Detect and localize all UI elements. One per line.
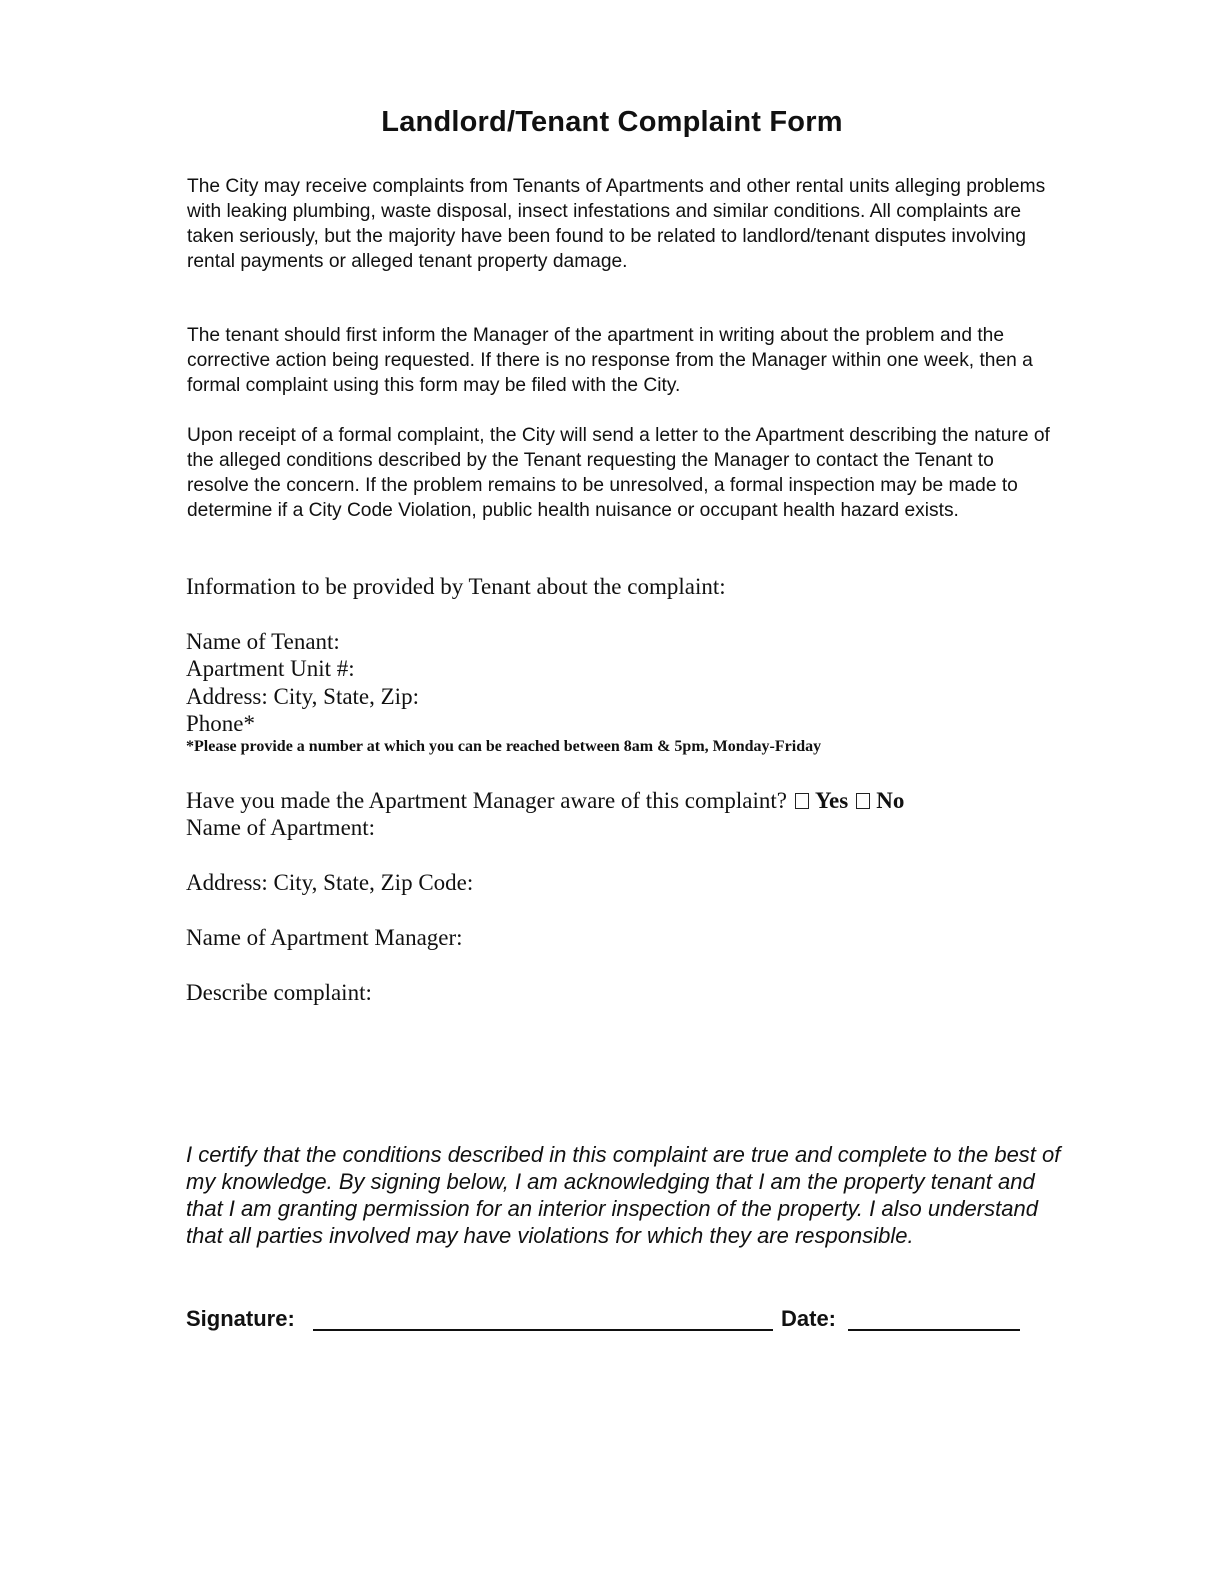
name-of-tenant-label: Name of Tenant: bbox=[186, 629, 340, 654]
phone-footnote: *Please provide a number at which you can be reached between 8am & 5pm, Monday-Friday bbox=[186, 738, 822, 755]
name-of-apartment-label: Name of Apartment: bbox=[186, 815, 376, 840]
date-label: Date: bbox=[781, 1306, 837, 1331]
yes-checkbox[interactable] bbox=[795, 793, 809, 809]
yes-label: Yes bbox=[814, 788, 849, 813]
no-checkbox[interactable] bbox=[856, 793, 870, 809]
manager-aware-question: Have you made the Apartment Manager aware of this complaint? bbox=[186, 788, 787, 813]
name-of-manager-label: Name of Apartment Manager: bbox=[186, 925, 463, 950]
signature-row bbox=[186, 1306, 1046, 1336]
signature-line[interactable] bbox=[313, 1329, 773, 1331]
apartment-address-label: Address: City, State, Zip Code: bbox=[186, 870, 474, 895]
phone-label: Phone* bbox=[186, 711, 255, 736]
signature-label: Signature: bbox=[186, 1306, 295, 1331]
certification-statement: I certify that the conditions described in this complaint are true and complete to the best of my knowledge. By signing below, I am acknowledging that I am the property tenant and that I am granting permission for an interior inspection of the property. I also understand that all parties involved may have violations for which they are responsible. bbox=[186, 1142, 1061, 1248]
apartment-unit-label: Apartment Unit #: bbox=[186, 656, 355, 681]
intro-paragraph-2: The tenant should first inform the Manager of the apartment in writing about the problem and the corrective action being requested. If there is no response from the Manager within one week, then a formal complaint using this form may be filed with the City. bbox=[187, 325, 1033, 396]
page-title: Landlord/Tenant Complaint Form bbox=[381, 106, 843, 138]
address-label: Address: City, State, Zip: bbox=[186, 684, 419, 709]
date-line[interactable] bbox=[848, 1329, 1020, 1331]
intro-paragraph-1: The City may receive complaints from Tenants of Apartments and other rental units alleging problems with leaking plumbing, waste disposal, insect infestations and similar conditions. All complaints are taken seriously, but the majority have been found to be related to landlord/tenant disputes involving rental payments or alleged tenant property damage. bbox=[187, 176, 1046, 272]
manager-aware-row bbox=[186, 787, 904, 815]
no-label: No bbox=[876, 788, 905, 813]
describe-complaint-label: Describe complaint: bbox=[186, 980, 372, 1005]
intro-paragraph-3: Upon receipt of a formal complaint, the City will send a letter to the Apartment describing the nature of the alleged conditions described by the Tenant requesting the Manager to contact the Tenant to resolve the concern. If the problem remains to be unresolved, a formal inspection may be made to determine if a City Code Violation, public health nuisance or occupant health hazard exists. bbox=[187, 425, 1050, 521]
info-heading: Information to be provided by Tenant about the complaint: bbox=[186, 574, 726, 599]
